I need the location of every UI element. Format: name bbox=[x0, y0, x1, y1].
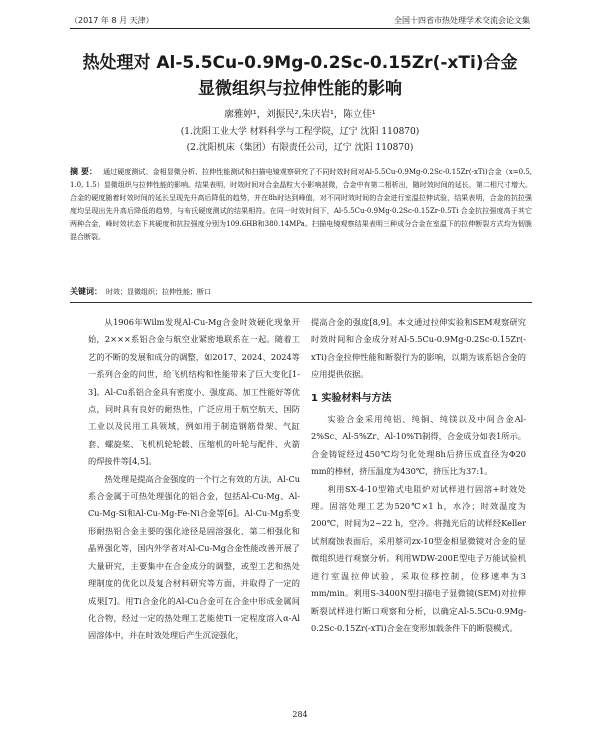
body-paragraph: 热处理是提高合金强度的一个行之有效的方法，Al-Cu系合金属于可热处理强化的铝合金，包括Al-Cu-Mg、Al-Cu-Mg-Si和Al-Cu-Mg-Fe-Ni合金等[6]。Al-Cu-Mg系变形耐热铝合金主要的强化途径是固溶强化、第二相强化和晶界强化等，国内外学者对Al-Cu-Mg合金性能改善开展了大量研究，主要集中在合金成分的调整，或型工艺和热处理制度的优化以及复合材料研究等方面，并取得了一定的成果[7]。用Ti合金化的Al-Cu合金可在合金中形成金属间化合物，经过一定的热处理工艺能使Ti一定程度溶入α-Al固溶体中，并在时效处理后产生沉淀强化， bbox=[88, 473, 300, 641]
affiliation-2: (2.沈阳机床（集团）有限责任公司，辽宁 沈阳 110870) bbox=[186, 143, 414, 153]
abstract-label: 摘 要： bbox=[70, 167, 98, 176]
title-line-2: 显微组织与拉伸性能的影响 bbox=[198, 79, 402, 99]
keywords bbox=[70, 286, 532, 297]
keywords-label: 关键词： bbox=[70, 287, 102, 296]
body-column-right bbox=[311, 314, 526, 637]
running-header bbox=[70, 10, 530, 29]
body-paragraph: 利用SX-4-10型箱式电阻炉对试样进行固溶+时效处理。固溶处理工艺为520℃×1 h，水冷；时效温度为200℃，时间为2~22 h，空冷。将抛光后的试样经Keller试剂腐蚀表面后，采用蔡司zx-10型金相显微镜对合金的显微组织进行观察分析。利用WDW-200E型电子万能试验机进行室温拉伸试验，采取位移控制，位移速率为3 mm/min。利用S-3400N型扫描电子显微镜(SEM)对拉伸断裂试样进行断口观察和分析，以确定Al-5.5Cu-0.9Mg-0.2Sc-0.15Zr(-xTi)合金在变形加载条件下的断裂模式。 bbox=[311, 483, 526, 633]
header-date-location: （2017 年 8 月 天津） bbox=[70, 16, 154, 25]
section-divider bbox=[70, 302, 532, 303]
section-heading: 1 实验材料与方法 bbox=[311, 392, 392, 404]
author-list: 廓雅婷¹，刘振民²,朱庆岩¹，陈立佳¹ bbox=[224, 109, 376, 120]
paper-title bbox=[40, 50, 560, 102]
header-proceedings-title: 全国十四省市热处理学术交流会论文集 bbox=[394, 16, 530, 25]
page-number: 284 bbox=[292, 710, 308, 719]
body-column-left bbox=[88, 314, 300, 645]
body-paragraph: 实验合金采用纯铝、纯铜、纯镁以及中间合金Al-2%Sc、Al-5%Zr、Al-10%Ti制得，合金成分如表1所示。合金铸锭经过450℃均匀化处理8h后挤压成直径为Φ20 mm的棒材，挤压温度为430℃，挤压比为37:1。 bbox=[311, 414, 526, 477]
body-paragraph: 从1906年Wilm发现Al-Cu-Mg合金时效硬化现象开始，2×××系铝合金与航空业紧密地联系在一起。随着工艺的不断的发展和成分的调整，如2017、2024、2024等一系列合金的问世，给飞机结构和性能带来了巨大变化[1-3]。Al-Cu系铝合金具有密度小、强度高、加工性能好等优点，同时具有良好的耐热性，广泛应用于航空航天、国防工业以及民用工具领域，例如用于制造钢筋骨架、气缸套、螺旋桨、飞机机轮轮毂、压缩机的叶轮与配件、火箭的焊接件等[4,5]。 bbox=[88, 317, 300, 467]
abstract bbox=[70, 165, 532, 244]
body-paragraph: 提高合金的强度[8,9]。本文通过拉伸实验和SEM观察研究时效时间和合金成分对Al-5.5Cu-0.9Mg-0.2Sc-0.15Zr(-xTi)合金拉伸性能和断裂行为的影响，以期为该系铝合金的应用提供依据。 bbox=[311, 317, 526, 380]
abstract-text: 通过硬度测试、金相显微分析、拉伸性能测试和扫描电镜观察研究了不同时效时间对Al-5.5Cu-0.9Mg-0.2Sc-0.15Zr(-xTi)合金（x=0.5, 1.0, 1.5）显微组织与拉伸性能的影响。结果表明，时效时间对合金晶粒大小影响甚微，合金中有第二相析出，随时效时间的延长，第二相尺寸增大。合金的硬度随着时效时间的延长呈现先升高后降低的趋势，并在8h时达到峰值，对不同时效时间的合金进行室温拉伸试验，结果表明，合金的抗拉强度均呈现出先升高后降低的趋势，与布氏硬度测试的结果相符。在同一时效时间下，Al-5.5Cu-0.9Mg-0.2Sc-0.15Zr-0.5Ti 合金抗拉强度高于其它两种合金，峰时效状态下其硬度和抗拉强度分别为109.6HB和380.14MPa。扫描电镜观察结果表明三种成分合金在室温下的拉伸断裂方式均为韧脆混合断裂。 bbox=[70, 168, 532, 241]
affiliation-1: (1.沈阳工业大学 材料科学与工程学院，辽宁 沈阳 110870) bbox=[180, 127, 420, 137]
title-line-1: 热处理对 Al-5.5Cu-0.9Mg-0.2Sc-0.15Zr(-xTi)合金 bbox=[82, 53, 518, 73]
keywords-text: 时效；显微组织；拉伸性能；断口 bbox=[106, 288, 211, 296]
